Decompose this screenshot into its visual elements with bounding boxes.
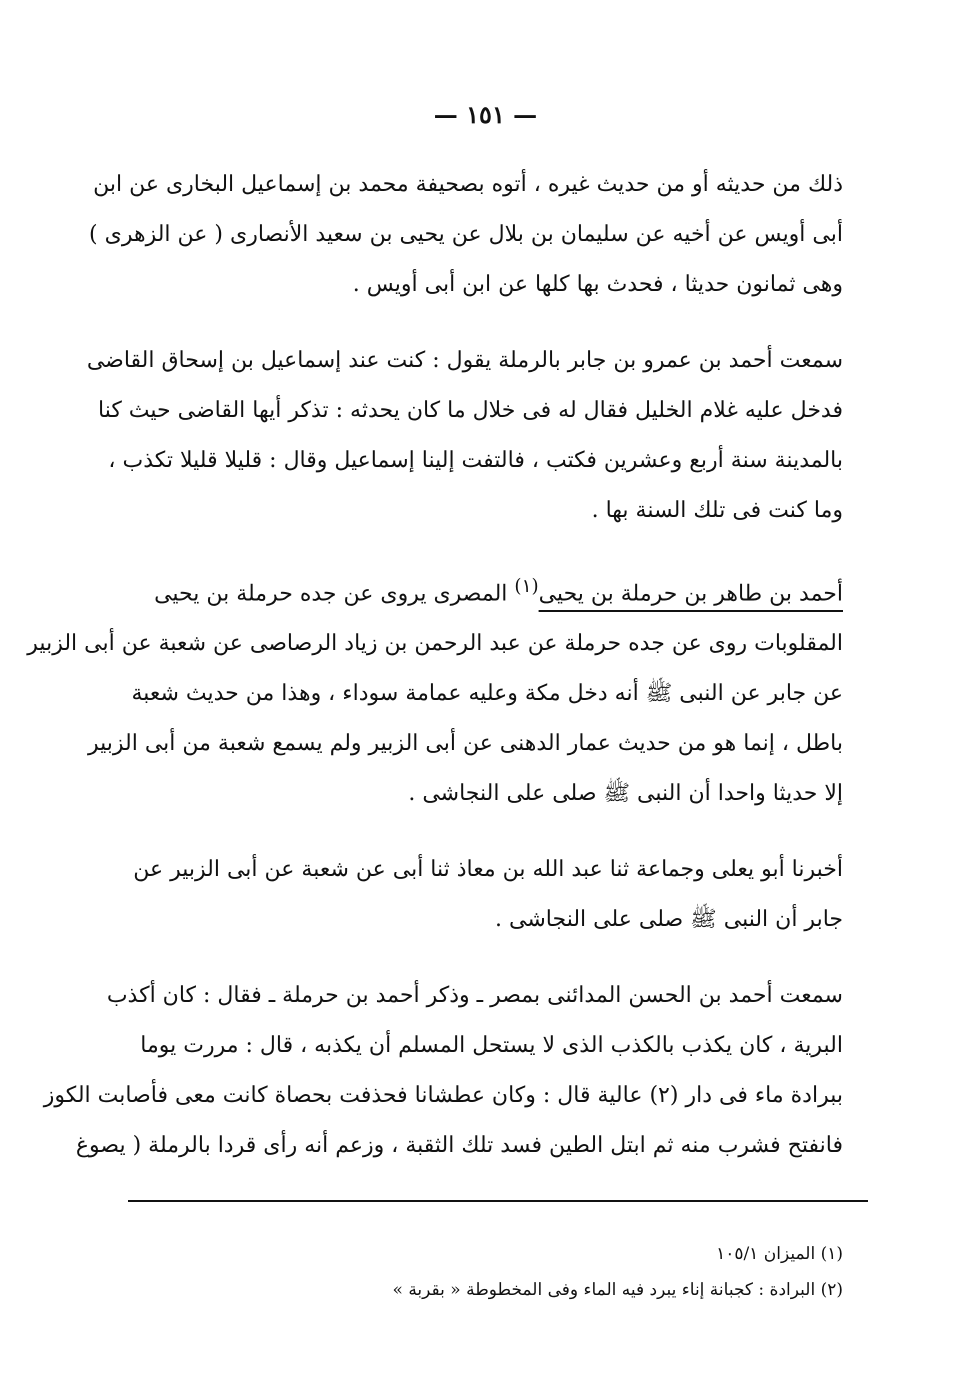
text-line: سمعت أحمد بن عمرو بن جابر بالرملة يقول : كنت عند إسماعيل بن إسحاق القاضى	[86, 348, 843, 373]
text-fragment: المصرى يروى عن جده حرملة بن يحيى	[154, 581, 515, 607]
text-line: أخبرنا أبو يعلى وجماعة ثنا عبد الله بن معاذ ثنا أبى عن شعبة عن أبى الزبير عن	[133, 857, 843, 883]
footnotes	[108, 1236, 843, 1308]
paragraph-3	[27, 562, 843, 819]
text-line-heading	[108, 562, 843, 619]
text-line: ذلك من حديثه أو من حديث غيره ، أتوه بصحيفة محمد بن إسماعيل البخارى عن ابن	[93, 172, 843, 197]
text-line: بالمدينة سنة أربع وعشرين فكتب ، فالتفت إلينا إسماعيل وقال : قليلا قليلا تكذب ،	[108, 448, 843, 473]
footnote-1: (١) الميزان ١٠٥/١	[716, 1244, 843, 1264]
footnote-2: (٢) البرادة : كجبانة إناء يبرد فيه الماء وفى المخطوطة « بقربة »	[392, 1280, 843, 1300]
text-line: البرية ، كان يكذب بالكذب الذى لا يستحل المسلم أن يكذبه ، قال : مررت يوما	[140, 1033, 843, 1059]
text-line: المقلوبات روى عن جده حرملة عن عبد الرحمن بن زياد الرصاصى عن شعبة عن أبى الزبير	[27, 631, 843, 657]
text-line: سمعت أحمد بن الحسن المدائنى بمصر ـ وذكر أحمد بن حرملة ـ فقال : كان أكذب	[106, 983, 843, 1009]
text-line: وما كنت فى تلك السنة بها .	[591, 498, 843, 523]
footnote-ref-1: (١)	[514, 576, 539, 597]
text-line: باطل ، إنما هو من حديث عمار الدهنى عن أبى الزبير ولم يسمع شعبة من أبى الزبير	[87, 731, 843, 757]
footnote-divider	[128, 1200, 868, 1202]
paragraph-2	[86, 336, 843, 536]
text-line: ببرادة ماء فى دار (٢) عالية قال : وكان عطشانا فحذفت بحصاة كانت معى فأصابت الكوز	[43, 1083, 843, 1109]
text-line: عن جابر عن النبى ﷺ أنه دخل مكة وعليه عمامة سوداء ، وهذا من حديث شعبة	[131, 681, 843, 707]
text-line: إلا حديثا واحدا أن النبى ﷺ صلى على النجاشى .	[408, 781, 843, 807]
paragraph-4	[108, 845, 843, 945]
text-line: فدخل عليه غلام الخليل فقال له فى خلال ما كان يحدثه : تذكر أيها القاضى حيث كنا	[97, 398, 843, 423]
paragraph-5	[43, 971, 843, 1171]
main-text	[27, 160, 843, 1197]
narrator-name: أحمد بن طاهر بن حرملة بن يحيى	[538, 581, 843, 607]
page-number: — ١٥١ —	[433, 100, 538, 129]
text-line: فانفتح فشرب منه ثم ابتل الطين فسد تلك الثقبة ، وزعم أنه رأى قردا بالرملة ( يصوغ	[75, 1133, 843, 1159]
text-line: أبى أويس عن أخيه عن سليمان بن بلال عن يحيى بن سعيد الأنصارى ( عن الزهرى )	[89, 222, 843, 247]
text-line: جابر أن النبى ﷺ صلى على النجاشى .	[495, 907, 843, 933]
text-line: وهى ثمانون حديثا ، فحدث بها كلها عن ابن أبى أويس .	[352, 272, 843, 297]
paragraph-1	[89, 160, 843, 310]
